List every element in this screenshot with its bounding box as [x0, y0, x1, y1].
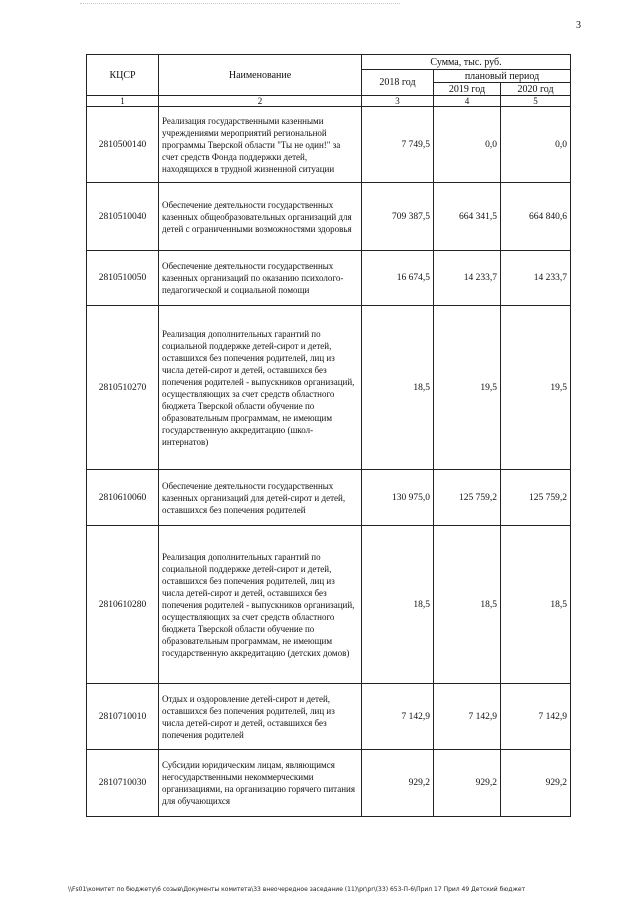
header-planned-period: плановый период [434, 70, 571, 83]
row-name: Отдых и оздоровление детей-сирот и детей, оставшихся без попечения родителей, лиц из числа детей-сирот и детей, оставшихся без попечения родителей [159, 684, 362, 750]
row-value-2020: 14 233,7 [501, 251, 571, 306]
row-value-2018: 7 749,5 [362, 107, 434, 183]
column-number: 1 [87, 96, 159, 107]
table-row [87, 306, 571, 470]
row-value-2020: 18,5 [501, 526, 571, 684]
header-year-2018: 2018 год [362, 70, 434, 96]
row-name: Субсидии юридическим лицам, являющимся негосударственными некоммерческими организациями, на организацию горячего питания для обучающихся [159, 750, 362, 817]
row-value-2018: 130 975,0 [362, 470, 434, 526]
column-number: 5 [501, 96, 571, 107]
row-name: Реализация дополнительных гарантий по социальной поддержке детей-сирот и детей, оставшихся без попечения родителей, лиц из числа детей-сирот и детей, оставшихся без попечения родителей - выпускников организаций, осуществляющих за счет средств областного бюджета Тверской области обучение по образовательным программам, не имеющим государственную аккредитацию (школ-интернатов) [159, 306, 362, 470]
row-code: 2810610280 [87, 526, 159, 684]
row-code: 2810510040 [87, 183, 159, 251]
row-value-2018: 709 387,5 [362, 183, 434, 251]
column-number: 4 [434, 96, 501, 107]
header-sum: Сумма, тыс. руб. [362, 55, 571, 70]
row-value-2020: 664 840,6 [501, 183, 571, 251]
row-value-2019: 125 759,2 [434, 470, 501, 526]
header-year-2020: 2020 год [501, 83, 571, 96]
row-value-2018: 18,5 [362, 306, 434, 470]
row-value-2020: 125 759,2 [501, 470, 571, 526]
header-name: Наименование [159, 55, 362, 96]
file-path-footer: \\Fs01\комитет по бюджету\6 созыв\Документы комитета\33 внеочередное заседание (11)\pr\pr\(33) 653-П-6\Прил 17 Прил 49 Детский бюджет [68, 886, 526, 893]
table-row [87, 251, 571, 306]
row-value-2018: 16 674,5 [362, 251, 434, 306]
row-value-2018: 18,5 [362, 526, 434, 684]
row-code: 2810610060 [87, 470, 159, 526]
row-value-2020: 7 142,9 [501, 684, 571, 750]
table-row [87, 526, 571, 684]
table-row [87, 470, 571, 526]
row-name: Обеспечение деятельности государственных казенных общеобразовательных организаций для детей с ограниченными возможностями здоровья [159, 183, 362, 251]
row-value-2018: 7 142,9 [362, 684, 434, 750]
row-value-2020: 929,2 [501, 750, 571, 817]
column-number: 3 [362, 96, 434, 107]
row-value-2019: 929,2 [434, 750, 501, 817]
table-row [87, 684, 571, 750]
header-year-2019: 2019 год [434, 83, 501, 96]
row-value-2019: 18,5 [434, 526, 501, 684]
row-code: 2810510050 [87, 251, 159, 306]
table-row [87, 107, 571, 183]
column-number: 2 [159, 96, 362, 107]
budget-table [86, 54, 571, 817]
row-value-2020: 0,0 [501, 107, 571, 183]
page-number: 3 [576, 20, 581, 31]
row-name: Реализация дополнительных гарантий по социальной поддержке детей-сирот и детей, оставшихся без попечения родителей, лиц из числа детей-сирот и детей, оставшихся без попечения родителей - выпускников организаций, осуществляющих за счет средств областного бюджета Тверской области обучение по образовательным программам, не имеющим государственную аккредитацию (детских домов) [159, 526, 362, 684]
table-row [87, 750, 571, 817]
row-value-2019: 664 341,5 [434, 183, 501, 251]
row-code: 2810710010 [87, 684, 159, 750]
row-name: Обеспечение деятельности государственных казенных организаций для детей-сирот и детей, оставшихся без попечения родителей [159, 470, 362, 526]
row-value-2019: 7 142,9 [434, 684, 501, 750]
row-value-2019: 19,5 [434, 306, 501, 470]
table-row [87, 183, 571, 251]
row-code: 2810500140 [87, 107, 159, 183]
row-value-2020: 19,5 [501, 306, 571, 470]
row-value-2019: 0,0 [434, 107, 501, 183]
row-value-2018: 929,2 [362, 750, 434, 817]
header-code: КЦСР [87, 55, 159, 96]
row-value-2019: 14 233,7 [434, 251, 501, 306]
row-code: 2810710030 [87, 750, 159, 817]
row-name: Реализация государственными казенными учреждениями мероприятий региональной программы Тверской области "Ты не один!" за счет средств Фонда поддержки детей, находящихся в трудной жизненной ситуации [159, 107, 362, 183]
scan-artifact-line [80, 3, 400, 6]
row-name: Обеспечение деятельности государственных казенных организаций по оказанию психолого-педагогической и социальной помощи [159, 251, 362, 306]
row-code: 2810510270 [87, 306, 159, 470]
